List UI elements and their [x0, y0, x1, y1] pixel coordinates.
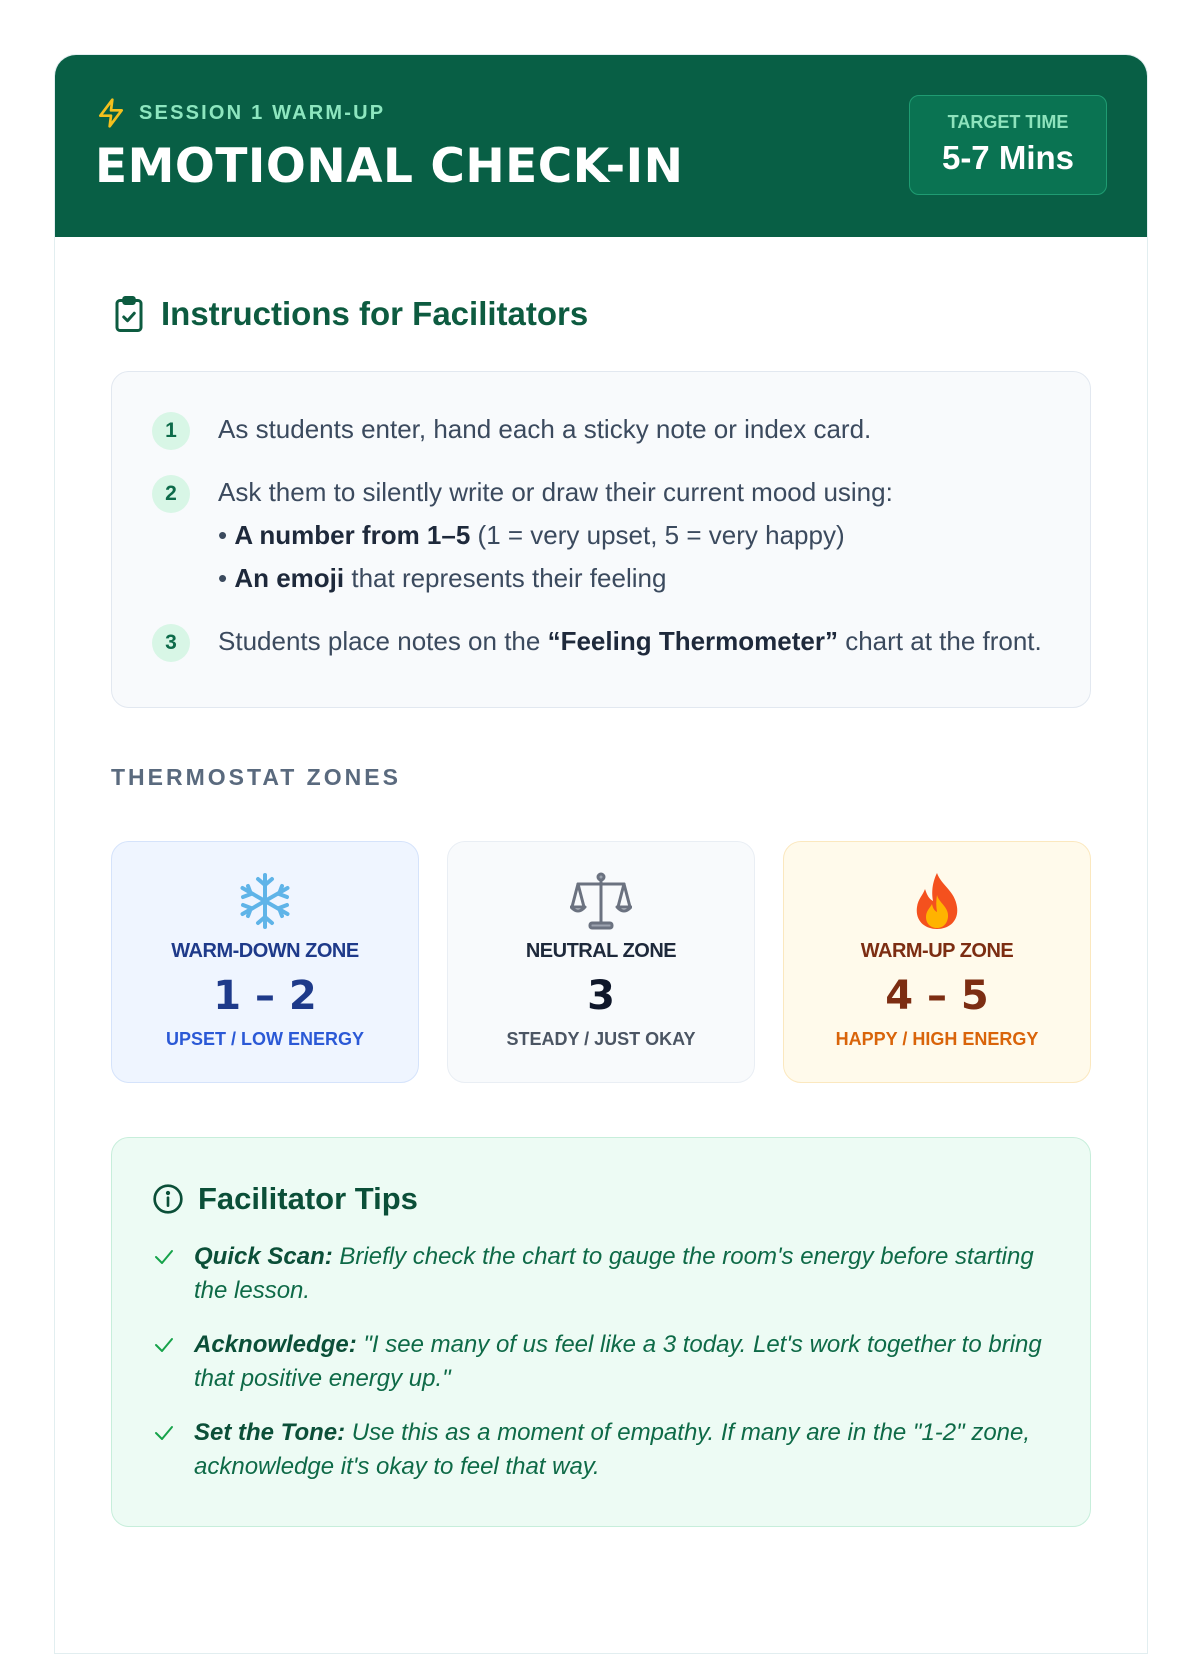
instructions-title: Instructions for Facilitators: [161, 295, 589, 332]
balance-scale-icon: [448, 870, 754, 932]
warm-down-zone-card: [111, 841, 419, 1083]
instruction-step: [152, 412, 1050, 451]
tip-item: [152, 1416, 1050, 1484]
bullet-bold: An emoji: [234, 563, 345, 593]
card-header: [55, 55, 1147, 237]
zone-name: WARM-UP ZONE: [860, 940, 1014, 962]
clipboard-check-icon: [111, 294, 147, 334]
target-time-label: TARGET TIME: [947, 112, 1069, 132]
bullet-text: that represents their feeling: [344, 563, 667, 593]
zone-name: NEUTRAL ZONE: [525, 940, 677, 962]
tips-title: Facilitator Tips: [198, 1181, 418, 1216]
zone-range: 1 – 2: [213, 973, 317, 1019]
facilitator-tips-box: [111, 1137, 1091, 1527]
bolt-icon: [95, 97, 127, 129]
zone-description: UPSET / LOW ENERGY: [165, 1029, 365, 1049]
session-label: SESSION 1 WARM-UP: [139, 101, 386, 124]
zone-description: STEADY / JUST OKAY: [506, 1029, 696, 1049]
step-number: 2: [152, 475, 190, 513]
step-text: As students enter, hand each a sticky note or index card.: [218, 414, 872, 444]
step-text: Students place notes on the “Feeling Thermometer” chart at the front.: [218, 626, 1042, 656]
target-time-badge: [909, 95, 1107, 195]
tip-item: [152, 1240, 1050, 1308]
checkin-card: [54, 54, 1148, 1654]
fire-icon: [784, 870, 1090, 932]
zones-heading: THERMOSTAT ZONES: [111, 764, 401, 790]
tip-text: Acknowledge: "I see many of us feel like a 3 today. Let's work together to bring that positive energy up.": [194, 1331, 1042, 1392]
step-number: 3: [152, 624, 190, 662]
step-text: Ask them to silently write or draw their current mood using:: [218, 477, 893, 507]
instruction-step: [152, 624, 1050, 663]
page-title: EMOTIONAL CHECK-IN: [95, 139, 684, 194]
check-icon: [152, 1240, 178, 1274]
chart-name: “Feeling Thermometer”: [547, 626, 838, 656]
snowflake-icon: [112, 870, 418, 932]
bullet-bold: A number from 1–5: [234, 520, 471, 550]
card-body: [55, 237, 1147, 1527]
zone-description: HAPPY / HIGH ENERGY: [835, 1029, 1039, 1049]
tips-heading: [152, 1178, 1050, 1220]
instructions-box: [111, 371, 1091, 708]
instruction-step: [152, 475, 1050, 600]
zone-name: WARM-DOWN ZONE: [171, 940, 359, 962]
zones-row: [111, 841, 1091, 1083]
check-icon: [152, 1416, 178, 1450]
instructions-heading: [111, 293, 1091, 335]
warm-up-zone-card: [783, 841, 1091, 1083]
tip-text: Quick Scan: Briefly check the chart to gauge the room's energy before starting the lesson.: [194, 1243, 1034, 1304]
zone-range: 3: [587, 973, 615, 1019]
step-number: 1: [152, 412, 190, 450]
check-icon: [152, 1328, 178, 1362]
step-content: [218, 471, 893, 600]
step-bullet: • A number from 1–5 (1 = very upset, 5 = very happy): [218, 520, 845, 550]
tip-item: [152, 1328, 1050, 1396]
tip-text: Set the Tone: Use this as a moment of empathy. If many are in the "1-2" zone, acknowledge it's okay to feel that way.: [194, 1419, 1031, 1480]
bullet-text: (1 = very upset, 5 = very happy): [470, 520, 845, 550]
zone-range: 4 – 5: [885, 973, 989, 1019]
step-bullet: • An emoji that represents their feeling: [218, 563, 667, 593]
target-time-value: 5-7 Mins: [941, 139, 1075, 176]
neutral-zone-card: [447, 841, 755, 1083]
info-icon: [152, 1183, 184, 1215]
